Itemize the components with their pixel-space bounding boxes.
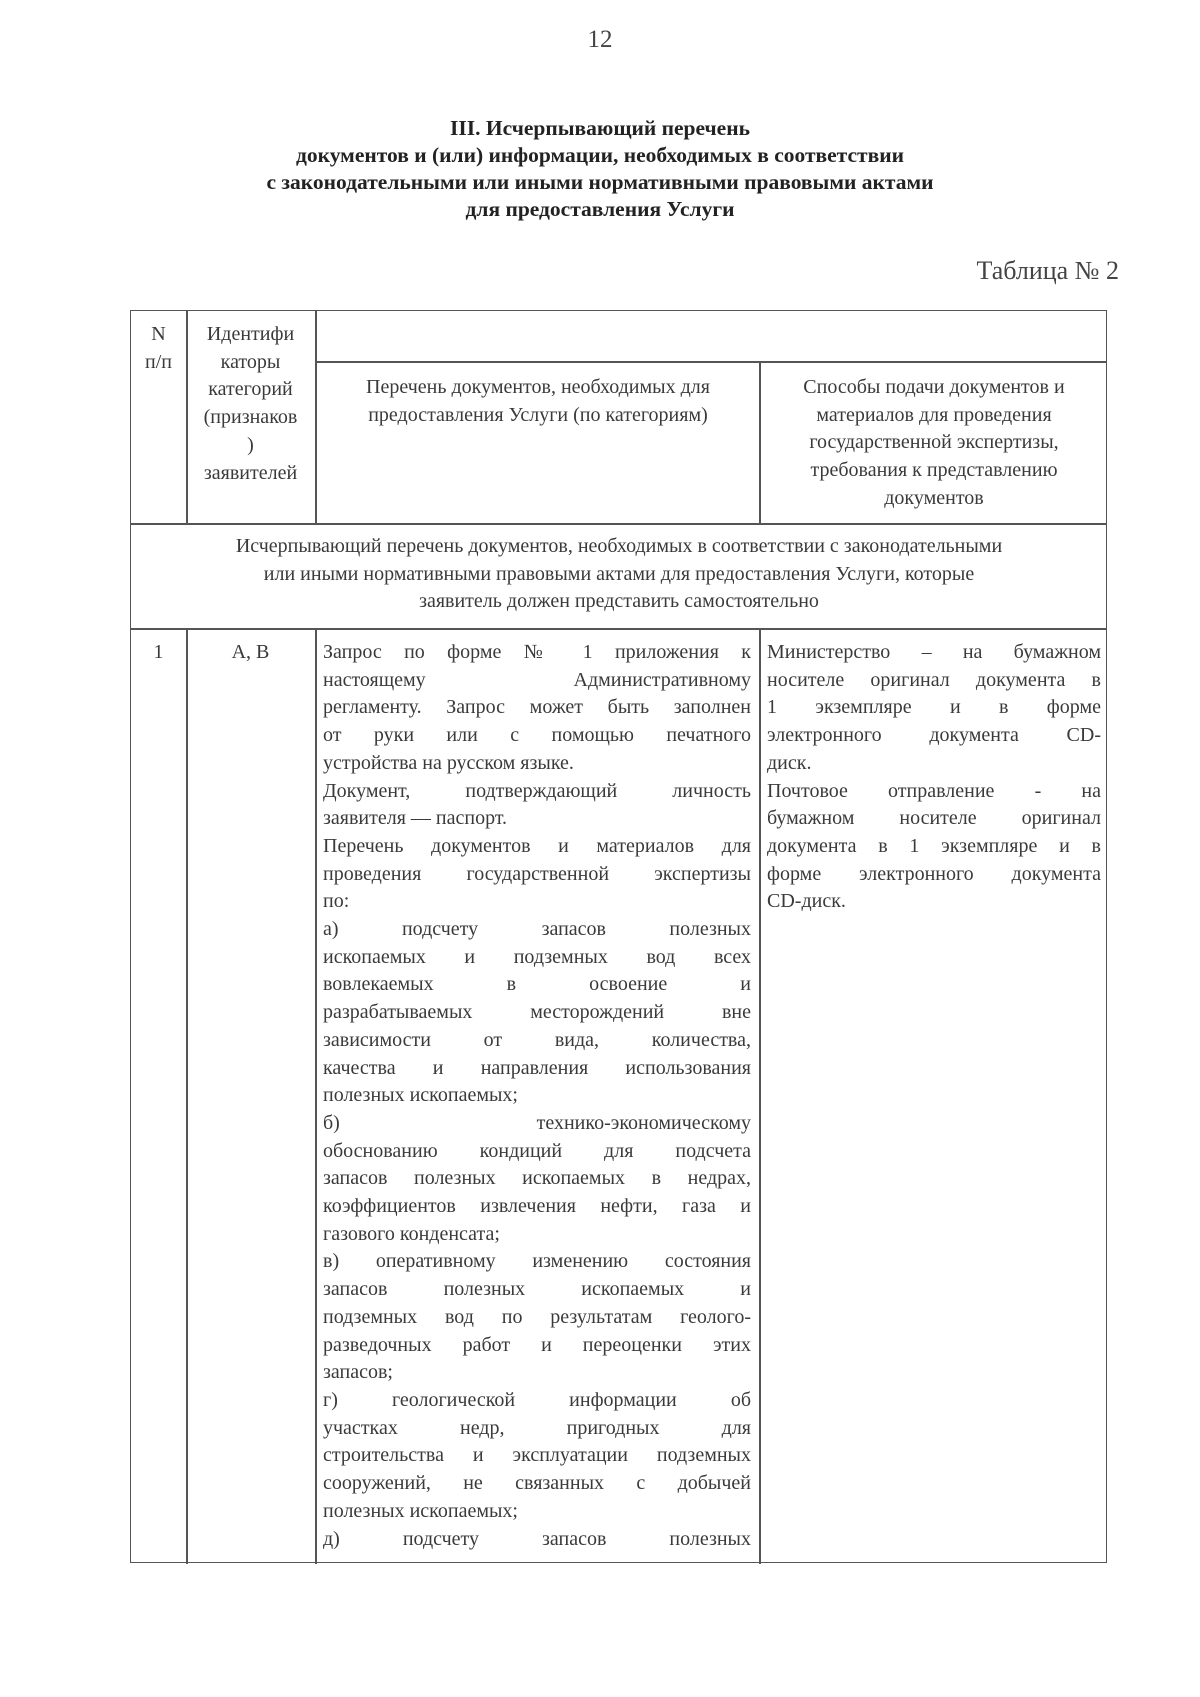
text-line: запасов полезных ископаемых и	[323, 1278, 751, 1301]
text-line: д) подсчету запасов полезных	[323, 1527, 751, 1550]
text-line: настоящему Административному	[323, 668, 751, 691]
text-line: проведения государственной экспертизы	[323, 862, 751, 885]
heading-line: III. Исчерпывающий перечень	[450, 116, 750, 140]
text-line: заявителя — паспорт.	[323, 807, 508, 830]
text-line: строительства и эксплуатации подземных	[323, 1444, 751, 1467]
header-documents-list: Перечень документов, необходимых для предоставления Услуги (по категориям)	[366, 376, 710, 426]
text-line: по:	[323, 890, 350, 913]
text-line: газового конденсата;	[323, 1222, 500, 1245]
text-line: в) оперативному изменению состояния	[323, 1250, 751, 1273]
text-line: сооружений, не связанных с добычей	[323, 1472, 751, 1495]
header-submission-methods: Способы подачи документов и материалов для проведения государственной экспертизы, требования к представлению документов	[803, 376, 1065, 509]
row-number: 1	[153, 641, 164, 663]
text-line: Перечень документов и материалов для	[323, 834, 751, 857]
text-line: полезных ископаемых;	[323, 1084, 518, 1107]
text-line: участках недр, пригодных для	[323, 1416, 751, 1439]
header-applicant-ids: Идентифи каторы категорий (признаков ) заявителей	[203, 323, 298, 484]
text-line: коэффициентов извлечения нефти, газа и	[323, 1195, 751, 1218]
table-divider	[131, 628, 1107, 630]
text-line: Запрос по форме № 1 приложения к	[323, 641, 751, 663]
row-applicant-ids: А, В	[231, 641, 270, 663]
text-line: CD-диск.	[767, 890, 846, 913]
text-line: носителе оригинал документа в	[767, 668, 1101, 691]
heading-line: документов и (или) информации, необходимых в соответствии	[296, 143, 904, 167]
text-line: диск.	[767, 751, 812, 774]
text-line: б) технико-экономическому	[323, 1111, 751, 1134]
text-line: форме электронного документа	[767, 862, 1101, 885]
table-divider	[759, 629, 761, 1564]
text-line: Документ, подтверждающий личность	[323, 779, 751, 802]
text-line: обоснованию кондиций для подсчета	[323, 1139, 751, 1162]
text-line: зависимости от вида, количества,	[323, 1028, 751, 1051]
text-line: Почтовое отправление - на	[767, 779, 1101, 802]
text-line: электронного документа CD-	[767, 724, 1101, 747]
text-line: запасов;	[323, 1361, 393, 1384]
heading-line: для предоставления Услуги	[465, 197, 735, 221]
text-line: регламенту. Запрос может быть заполнен	[323, 696, 751, 719]
documents-table	[130, 310, 1107, 1563]
text-line: г) геологической информации об	[323, 1388, 751, 1411]
section-heading	[0, 115, 1200, 223]
text-line: вовлекаемых в освоение и	[323, 973, 751, 996]
text-line: качества и направления использования	[323, 1056, 751, 1079]
header-num: N п/п	[145, 323, 172, 373]
page-number: 12	[587, 26, 613, 53]
text-line: от руки или с помощью печатного	[323, 724, 751, 747]
text-line: разрабатываемых месторождений вне	[323, 1001, 751, 1024]
text-line: запасов полезных ископаемых в недрах,	[323, 1167, 751, 1190]
text-line: Министерство – на бумажном	[767, 641, 1101, 663]
row-documents-list	[323, 639, 751, 1553]
text-line: 1 экземпляре и в форме	[767, 696, 1101, 719]
row-submission-methods	[767, 639, 1101, 916]
text-line: а) подсчету запасов полезных	[323, 918, 751, 941]
text-line: документа в 1 экземпляре и в	[767, 834, 1101, 857]
table-divider	[131, 523, 1107, 525]
table-divider	[315, 361, 1107, 363]
text-line: устройства на русском языке.	[323, 751, 574, 774]
text-line: подземных вод по результатам геолого-	[323, 1305, 751, 1328]
heading-line: с законодательными или иными нормативными правовыми актами	[266, 170, 934, 194]
table-divider	[315, 629, 317, 1564]
text-line: ископаемых и подземных вод всех	[323, 945, 751, 968]
text-line: бумажном носителе оригинал	[767, 807, 1101, 830]
text-line: полезных ископаемых;	[323, 1499, 518, 1522]
table-label: Таблица № 2	[976, 256, 1119, 285]
text-line: разведочных работ и переоценки этих	[323, 1333, 751, 1356]
section-row: Исчерпывающий перечень документов, необходимых в соответствии с законодательными или иными нормативными правовыми актами для предоставления Услуги, которые заявитель должен представить самостоятельно	[235, 535, 1003, 613]
table-divider	[186, 629, 188, 1564]
